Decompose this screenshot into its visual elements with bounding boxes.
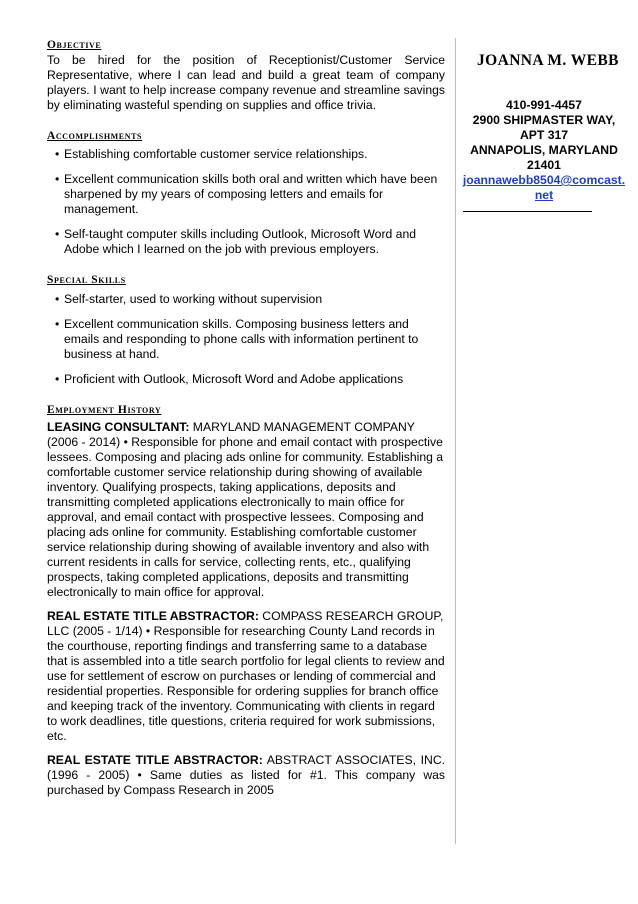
column-divider — [455, 38, 456, 844]
job-employer: ABSTRACT ASSOCIATES, INC. (1996 - 2005) — [47, 753, 446, 782]
objective-text: To be hired for the position of Receptionist/Customer Service Representative, where I can lead and build a great team of company players. I want to help increase company revenue and streamline savings by eliminating wasteful spending on supplies and office trivia. — [47, 53, 445, 112]
accomplishments-section — [47, 129, 445, 257]
job-title: LEASING CONSULTANT: — [47, 420, 190, 434]
street-address: 2900 SHIPMASTER WAY, APT 317 — [472, 113, 616, 142]
job-description: Same duties as listed for #1. This company was purchased by Compass Research in 2005 — [47, 768, 445, 797]
resume-main-column — [47, 38, 445, 798]
job-title: REAL ESTATE TITLE ABSTRACTOR: — [47, 609, 259, 623]
candidate-name: JOANNA M. WEBB — [477, 52, 619, 69]
bullet-icon: • — [55, 372, 60, 386]
job-employer: COMPASS RESEARCH GROUP, LLC (2005 - 1/14) — [47, 609, 444, 638]
bullet-icon: • — [55, 317, 60, 331]
objective-heading: Objective — [47, 39, 102, 51]
contact-sidebar — [460, 52, 628, 212]
list-item: • Self-taught computer skills including Outlook, Microsoft Word and Adobe which I learned on the job with previous employers. — [55, 227, 417, 256]
bullet-icon: • — [123, 435, 128, 449]
accomplishments-heading: Accomplishments — [47, 130, 143, 142]
bullet-icon: • — [55, 147, 60, 161]
special-skills-heading: Special Skills — [47, 274, 126, 286]
bullet-icon: • — [55, 172, 60, 186]
bullet-icon: • — [137, 768, 142, 782]
special-skills-list — [47, 292, 445, 387]
list-item: • Establishing comfortable customer service relationships. — [55, 147, 368, 161]
employment-heading: Employment History — [47, 404, 162, 416]
job-entry — [47, 420, 445, 600]
objective-section — [47, 38, 445, 113]
list-item: • Self-starter, used to working without supervision — [55, 292, 323, 306]
contact-block — [460, 98, 628, 203]
job-description: Responsible for researching County Land records in the courthouse, reporting findings and transferring same to a database that is assembled into a title search portfolio for legal clients to review and use for settlement of escrow on purchases or lending of commercial and residential properties. Responsible for ordering supplies for branch office and keeping track of the inventory. Communicating with clients in regard to work deadlines, title questions, criteria required for work submissions, etc. — [47, 624, 445, 743]
job-description: Responsible for phone and email contact with prospective lessees. Composing and placing ads online for community. Establishing a comfortable customer service relationship during showing of available inventory. Qualifying prospects, taking applications, deposits and transmitting completed applications electronically to main office for approval, and email contact with prospective lessees. Composing and placing ads online for community. Establishing comfortable customer service relationship during showing of available inventory and also with current residents in calls for service, collecting rents, etc., qualifying prospects, taking completed applications, deposits and transmitting electronically to main office for approval. — [47, 435, 444, 599]
employment-section — [47, 403, 445, 798]
phone-number: 410-991-4457 — [506, 98, 582, 112]
bullet-icon: • — [55, 227, 60, 241]
list-item: • Excellent communication skills both oral and written which have been sharpened by my years of composing letters and emails for management. — [55, 172, 438, 216]
special-skills-section — [47, 273, 445, 387]
job-title: REAL ESTATE TITLE ABSTRACTOR: — [47, 753, 263, 767]
job-entry — [47, 753, 445, 798]
list-item: • Proficient with Outlook, Microsoft Word and Adobe applications — [55, 372, 404, 386]
sidebar-rule — [463, 211, 592, 212]
city-state-zip: ANNAPOLIS, MARYLAND 21401 — [470, 143, 618, 172]
accomplishments-list — [47, 147, 445, 257]
email-link[interactable]: joannawebb8504@comcast.net — [462, 173, 626, 202]
bullet-icon: • — [145, 624, 151, 638]
list-item: • Excellent communication skills. Composing business letters and emails and responding to phone calls with information pertinent to business at hand. — [55, 317, 419, 361]
bullet-icon: • — [55, 292, 60, 306]
job-employer: MARYLAND MANAGEMENT COMPANY (2006 - 2014) — [47, 420, 415, 449]
job-entry — [47, 609, 445, 744]
